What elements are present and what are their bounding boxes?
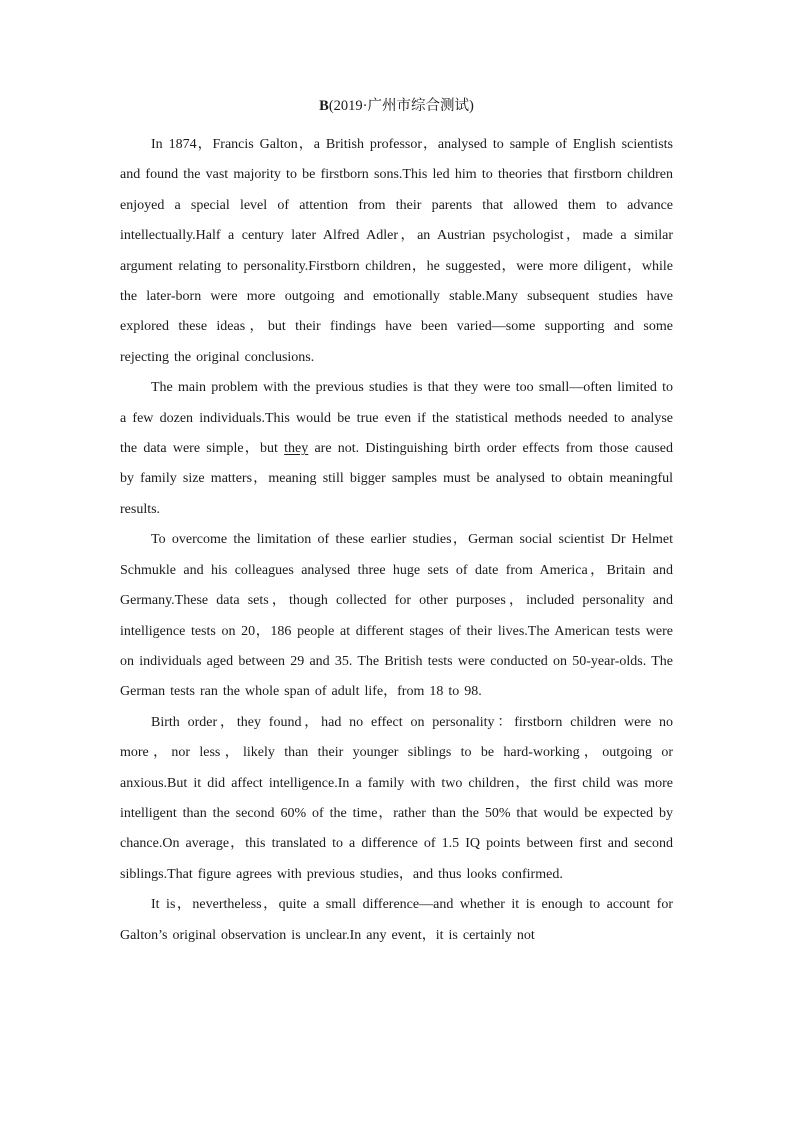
paragraph-4: Birth order，they found，had no effect on personality：firstborn children were no more，nor less，likely than their younger siblings to be hard-working，outgoing or anxious.But it did affect intelligence.In a family with two children，the first child was more intelligent than the second 60% of the time，rather than the 50% that would be expected by chance.On average，this translated to a difference of 1.5 IQ points between first and second siblings.That figure agrees with previous studies，and thus looks confirmed. xyxy=(120,714,673,882)
paragraph-2-text-after: are not. Distinguishing birth order effects from those caused by family size matters，meaning still bigger samples must be analysed to obtain meaningful results. xyxy=(120,441,674,517)
paragraph-2 xyxy=(120,373,673,525)
paragraph-1: In 1874，Francis Galton，a British professor，analysed to sample of English scientists and found the vast majority to be firstborn sons.This led him to theories that firstborn children enjoyed a special level of attention from their parents that allowed them to advance intellectually.Half a century later Alfred Adler，an Austrian psychologist，made a similar argument relating to personality.Firstborn children，he suggested，were more diligent，while the later-born were more outgoing and emotionally stable.Many subsequent studies have explored these ideas，but their findings have been varied—some supporting and some rejecting the original conclusions. xyxy=(120,137,673,365)
underlined-word: they xyxy=(284,441,309,457)
document-page xyxy=(120,96,673,951)
paragraph-2-text-before: The main problem with the previous studies is that they were too small—often limited to a few dozen individuals.This would be true even if the statistical methods needed to analyse the data were simple，but xyxy=(120,380,673,457)
passage-label: B xyxy=(319,98,329,114)
paragraph-5: It is，nevertheless，quite a small difference—and whether it is enough to account for Galton’s original observation is unclear.In any event，it is certainly not xyxy=(120,897,673,943)
passage-title xyxy=(120,96,673,116)
paragraph-3: To overcome the limitation of these earlier studies，German social scientist Dr Helmet Schmukle and his colleagues analysed three huge sets of date from America，Britain and Germany.These data sets，though collected for other purposes，included personality and intelligence tests on 20，186 people at different stages of their lives.The American tests were on individuals aged between 29 and 35. The British tests were conducted on 50-year-olds. The German tests ran the whole span of adult life，from 18 to 98. xyxy=(120,532,673,700)
passage-source: (2019·广州市综合测试) xyxy=(328,98,474,114)
